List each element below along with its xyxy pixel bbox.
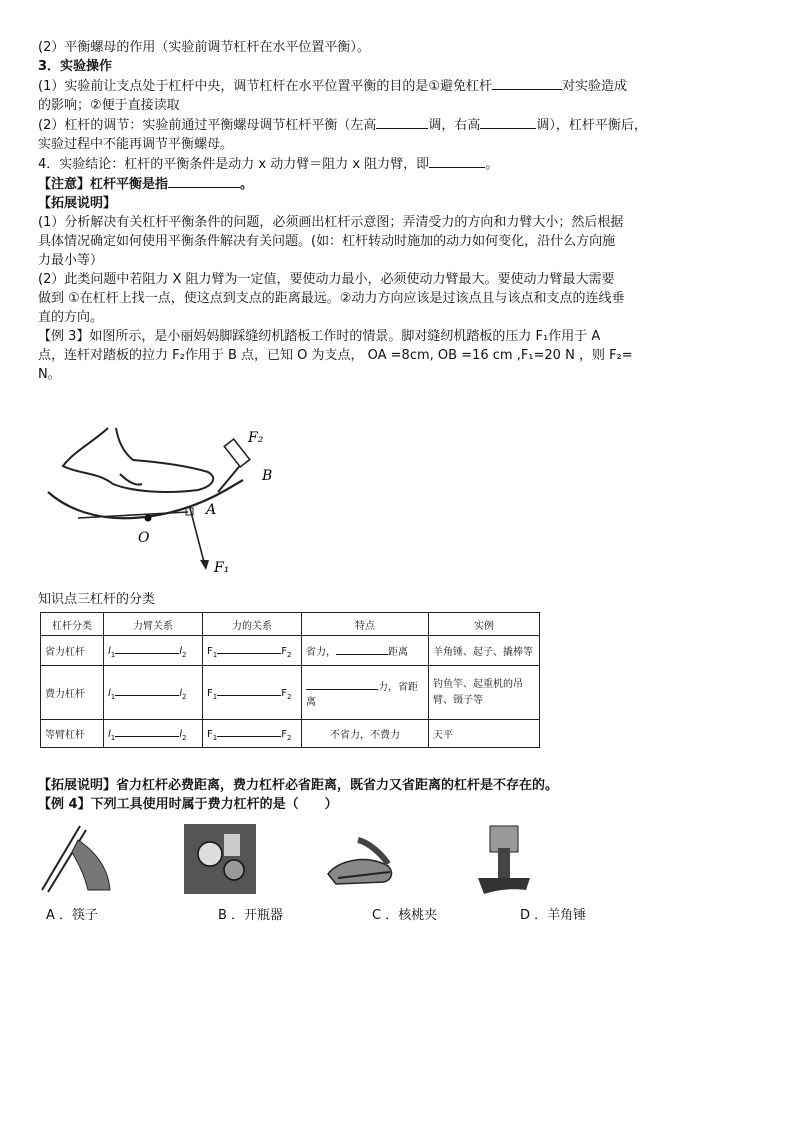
label-f2: F₂ <box>248 430 264 446</box>
option-c[interactable]: C ．核桃夹 <box>372 908 438 923</box>
text-line: 实验过程中不能再调节平衡螺母。 <box>38 137 234 152</box>
example-3-line: 点，连杆对踏板的拉力 F₂作用于 B 点，已知 O 为支点， OA =8cm, OB =16 cm ,F₁=20 N ，则 F₂= <box>38 348 633 363</box>
force-relation-cell: $F_1$ $F_2$ <box>203 720 302 748</box>
bottle-opener-picture <box>184 824 256 894</box>
answer-blank[interactable] <box>429 154 485 168</box>
text-line: 【注意】杠杆平衡是指 。 <box>38 174 756 194</box>
lever-classification-table <box>40 612 540 748</box>
feature-cell: 力，省距离 <box>302 666 429 720</box>
header-cell: 实例 <box>429 613 540 636</box>
answer-blank[interactable] <box>168 174 240 188</box>
text-line: (1）实验前让支点处于杠杆中央，调节杠杆在水平位置平衡的目的是①避免杠杆 对实验造成 <box>38 76 756 96</box>
text-line: (1）分析解决有关杠杆平衡条件的问题，必须画出杠杆示意图；弄清受力的方向和力臂大小；然后根据 <box>38 215 624 230</box>
answer-blank[interactable] <box>115 726 179 737</box>
option-b[interactable]: B ．开瓶器 <box>218 908 284 923</box>
header-cell: 杠杆分类 <box>41 613 104 636</box>
sewing-pedal-figure <box>38 422 278 574</box>
answer-blank[interactable] <box>492 76 562 90</box>
answer-blank[interactable] <box>336 644 388 655</box>
tool-pictures <box>38 820 658 900</box>
force-f1-line <box>190 508 204 562</box>
after-table-text <box>38 776 756 814</box>
row-type: 省力杠杆 <box>41 636 104 666</box>
table-header-row <box>41 613 540 636</box>
answer-blank[interactable] <box>115 643 179 654</box>
chopsticks-picture <box>42 826 110 892</box>
foot-outline <box>63 428 213 492</box>
header-cell: 力的关系 <box>203 613 302 636</box>
table-row <box>41 720 540 748</box>
text-line: 的影响；②便于直接读取 <box>38 98 180 113</box>
document-body <box>38 38 756 384</box>
shoe-strap <box>120 474 142 485</box>
claw-hammer-picture <box>478 826 530 894</box>
text-line: 做到 ①在杠杆上找一点，使这点到支点的距离最远。②动力方向应该是过该点且与该点和支点的连线垂 <box>38 291 625 306</box>
table-row <box>41 666 540 720</box>
header-cell: 特点 <box>302 613 429 636</box>
text-line: 力最小等） <box>38 253 104 268</box>
answer-blank[interactable] <box>480 115 536 129</box>
heading-extension: 【拓展说明】 <box>38 196 117 211</box>
example-cell: 羊角锤、起子、撬棒等 <box>429 636 540 666</box>
example-4-question: 【例 4】下列工具使用时属于费力杠杆的是（ ） <box>38 797 338 812</box>
row-type: 费力杠杆 <box>41 666 104 720</box>
text-line: (2）杠杆的调节：实验前通过平衡螺母调节杠杆平衡（左高 调，右高 调），杠杆平衡后， <box>38 115 756 135</box>
example-cell: 钓鱼竿、起重机的吊臂、镊子等 <box>429 666 540 720</box>
arm-relation-cell: $l_1$ $l_2$ <box>104 636 203 666</box>
table-row <box>41 636 540 666</box>
nutcracker-picture <box>328 840 391 884</box>
answer-blank[interactable] <box>376 115 428 129</box>
feature-cell: 省力， 距离 <box>302 636 429 666</box>
text-line: 【拓展说明】省力杠杆必费距离，费力杠杆必省距离，既省力又省距离的杠杆是不存在的。 <box>38 778 559 793</box>
answer-blank[interactable] <box>217 685 281 696</box>
section-title: 知识点三杠杆的分类 <box>38 592 156 607</box>
example-3-line: N。 <box>38 367 61 382</box>
text-line: 4．实验结论：杠杆的平衡条件是动力 x 动力臂＝阻力 x 阻力臂，即 。 <box>38 154 756 174</box>
rod-block <box>224 439 249 467</box>
arm-relation-cell: $l_1$ $l_2$ <box>104 720 203 748</box>
answer-blank[interactable] <box>115 685 179 696</box>
answer-blank[interactable] <box>217 726 281 737</box>
feature-cell: 不省力，不费力 <box>302 720 429 748</box>
text-line: (2）此类问题中若阻力 X 阻力臂为一定值，要使动力最小，必须使动力臂最大。要使动力臂最大需要 <box>38 272 615 287</box>
answer-blank[interactable] <box>306 679 378 690</box>
example-3-line: 【例 3】如图所示，是小丽妈妈脚踩缝纫机踏板工作时的情景。脚对缝纫机踏板的压力 F₁作用于 A <box>38 329 601 344</box>
force-f1-arrow <box>200 560 209 570</box>
text-line: (2）平衡螺母的作用（实验前调节杠杆在水平位置平衡）。 <box>38 40 370 55</box>
option-a[interactable]: A ．筷子 <box>46 908 99 923</box>
row-type: 等臂杠杆 <box>41 720 104 748</box>
text-line: 具体情况确定如何使用平衡条件解决有关问题。(如：杠杆转动时施加的动力如何变化，沿什么方向施 <box>38 234 616 249</box>
heading-experiment: 3．实验操作 <box>38 59 113 74</box>
text-line: 直的方向。 <box>38 310 104 325</box>
option-d[interactable]: D ．羊角锤 <box>520 908 587 923</box>
force-relation-cell: $F_1$ $F_2$ <box>203 636 302 666</box>
label-a: A <box>206 502 217 518</box>
label-f1: F₁ <box>214 560 230 574</box>
force-relation-cell: $F_1$ $F_2$ <box>203 666 302 720</box>
label-b: B <box>262 468 273 484</box>
header-cell: 力臂关系 <box>104 613 203 636</box>
answer-blank[interactable] <box>217 643 281 654</box>
pivot-o <box>145 515 152 522</box>
arm-relation-cell: $l_1$ $l_2$ <box>104 666 203 720</box>
example-cell: 天平 <box>429 720 540 748</box>
label-o: O <box>138 530 150 546</box>
